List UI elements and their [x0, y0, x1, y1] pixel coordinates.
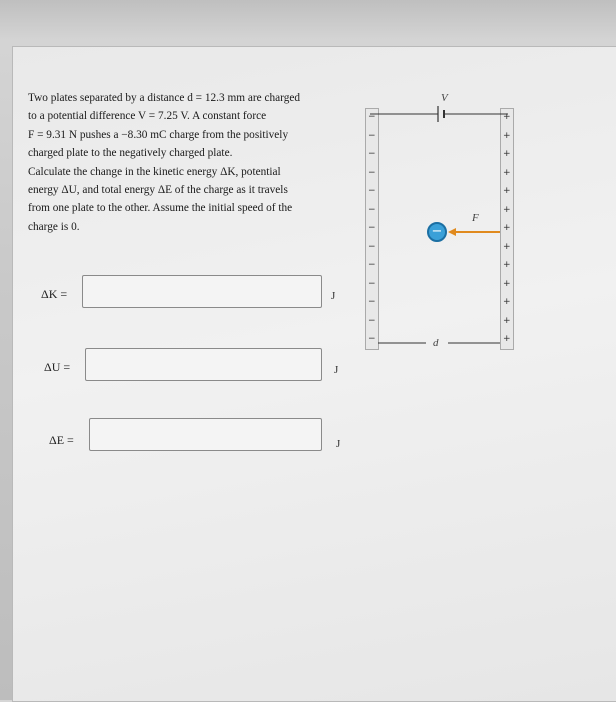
force-label: F — [472, 212, 479, 224]
force-arrow-head — [448, 228, 456, 236]
plate-sign: − — [368, 186, 376, 196]
plate-sign: − — [368, 149, 376, 159]
delta-e-input[interactable] — [89, 418, 322, 451]
plate-sign: + — [503, 315, 511, 326]
delta-k-input[interactable] — [82, 275, 322, 308]
plate-sign: + — [503, 334, 511, 344]
plate-sign: + — [503, 260, 511, 270]
plate-sign: + — [503, 204, 511, 215]
problem-line: energy ΔU, and total energy ΔE of the charge as it travels — [28, 184, 288, 197]
problem-line: to a potential difference V = 7.25 V. A constant force — [28, 110, 267, 123]
delta-k-unit: J — [331, 290, 336, 302]
plate-sign: − — [368, 278, 376, 289]
delta-k-label: ΔK = — [41, 287, 68, 301]
delta-u-label: ΔU = — [44, 360, 71, 374]
plate-sign: − — [368, 315, 376, 326]
voltage-label: V — [441, 92, 448, 104]
plate-sign: − — [368, 204, 376, 215]
plate-sign: + — [503, 297, 511, 307]
problem-line: F = 9.31 N pushes a −8.30 mC charge from the positively — [28, 128, 289, 141]
plate-sign: − — [368, 297, 376, 307]
plate-sign: − — [368, 223, 376, 233]
delta-u-input[interactable] — [85, 348, 322, 381]
plate-sign: + — [503, 241, 511, 252]
plate-sign: − — [368, 241, 376, 252]
plate-sign: + — [503, 186, 511, 196]
plate-sign: + — [503, 278, 511, 289]
problem-line: from one plate to the other. Assume the initial speed of the — [28, 202, 293, 215]
charge-particle: − — [427, 222, 447, 242]
problem-line: Calculate the change in the kinetic energy ΔK, potential — [28, 165, 281, 178]
plate-sign: + — [503, 149, 511, 159]
delta-e-unit: J — [336, 438, 341, 450]
plate-sign: − — [368, 334, 376, 344]
problem-line: charge is 0. — [28, 220, 80, 233]
delta-u-unit: J — [334, 364, 339, 376]
problem-line: Two plates separated by a distance d = 12.3 mm are charged — [28, 92, 301, 104]
plate-sign: + — [503, 130, 511, 141]
distance-label: d — [433, 337, 439, 349]
plates-diagram — [360, 90, 520, 352]
plate-sign: + — [503, 223, 511, 233]
problem-line: charged plate to the negatively charged plate. — [28, 147, 233, 160]
plate-sign: + — [503, 167, 511, 178]
plate-sign: − — [368, 130, 376, 141]
browser-top-bar — [0, 0, 616, 40]
plate-sign: − — [368, 260, 376, 270]
plate-sign: + — [503, 112, 511, 122]
plate-sign: − — [368, 112, 376, 122]
delta-e-label: ΔE = — [49, 433, 74, 447]
plate-sign: − — [368, 167, 376, 178]
problem-statement — [28, 89, 348, 236]
